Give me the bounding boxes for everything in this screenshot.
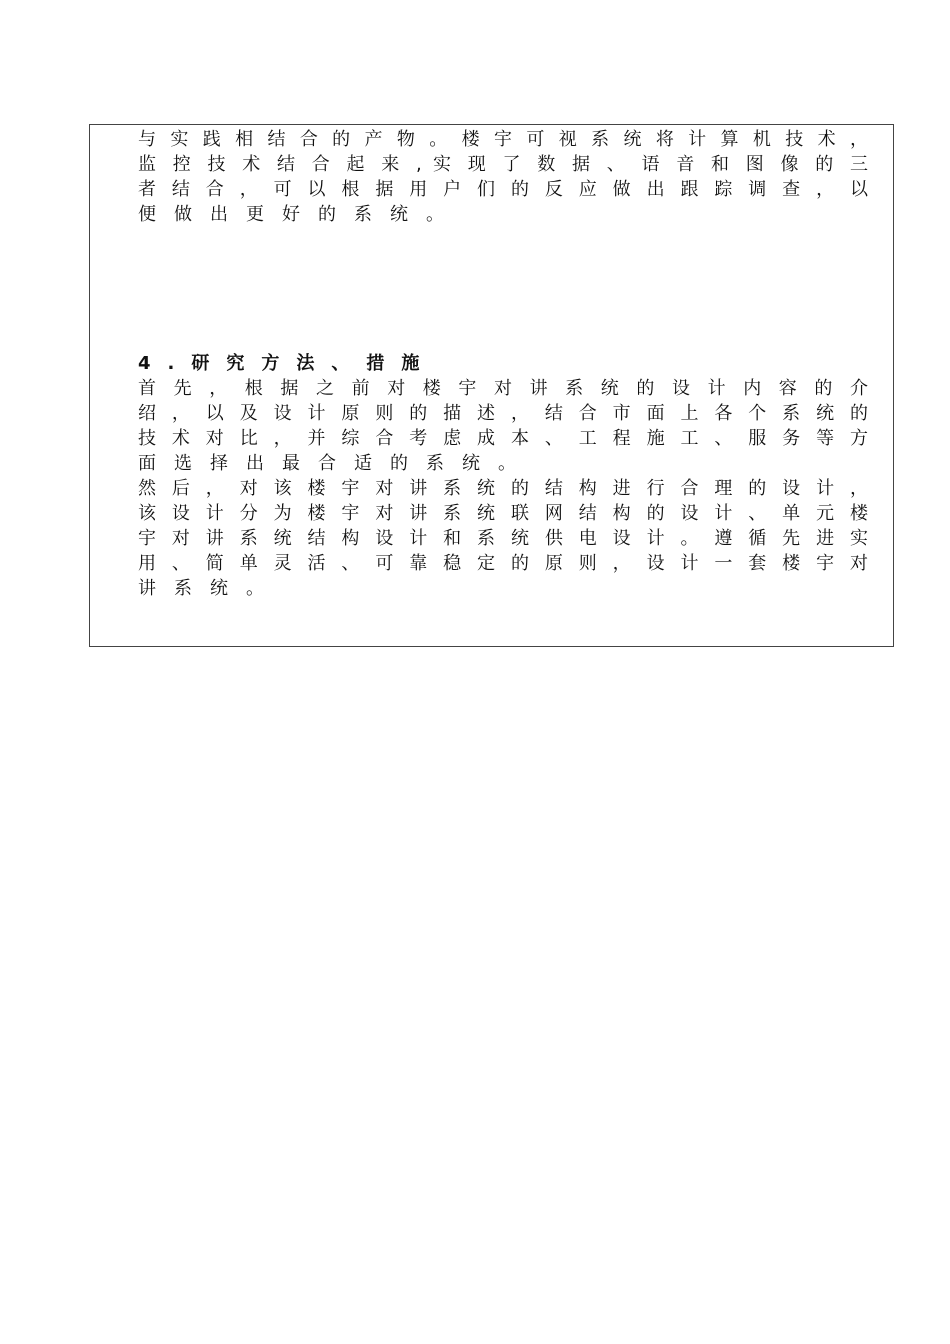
text-line: 技 术 对 比 ， 并 综 合 考 虑 成 本 、 工 程 施 工 、 服 务 等 方 xyxy=(138,428,868,449)
text-line: 与 实 践 相 结 合 的 产 物 。 楼 宇 可 视 系 统 将 计 算 机 技 术 ， xyxy=(138,129,868,150)
text-line: 然 后 ， 对 该 楼 宇 对 讲 系 统 的 结 构 进 行 合 理 的 设 计 ， xyxy=(138,478,868,499)
text-line: 用 、 简 单 灵 活 、 可 靠 稳 定 的 原 则 ， 设 计 一 套 楼 宇 对 xyxy=(138,553,868,574)
text-line: 宇 对 讲 系 统 结 构 设 计 和 系 统 供 电 设 计 。 遵 循 先 进 实 xyxy=(138,528,868,549)
text-line: 监 控 技 术 结 合 起 来 , 实 现 了 数 据 、 语 音 和 图 像 的 三 xyxy=(138,154,868,175)
text-line: 讲系统。 xyxy=(138,578,282,599)
text-line: 便做出更好的系统。 xyxy=(138,204,462,225)
text-line: 首 先 ， 根 据 之 前 对 楼 宇 对 讲 系 统 的 设 计 内 容 的 介 xyxy=(138,378,868,399)
previous-section-text xyxy=(138,127,868,227)
paragraph-2 xyxy=(138,476,868,601)
paragraph-1 xyxy=(138,376,868,476)
content-frame xyxy=(89,124,894,647)
text-line: 者 结 合 ， 可 以 根 据 用 户 们 的 反 应 做 出 跟 踪 调 查 ， 以 xyxy=(138,179,868,200)
text-line: 绍 ， 以 及 设 计 原 则 的 描 述 ， 结 合 市 面 上 各 个 系 统 的 xyxy=(138,403,868,424)
text-line: 面选择出最合适的系统。 xyxy=(138,453,534,474)
text-line: 该 设 计 分 为 楼 宇 对 讲 系 统 联 网 结 构 的 设 计 、 单 元 楼 xyxy=(138,503,868,524)
section-heading: 4.研究方法、措施 xyxy=(138,353,437,374)
section-4 xyxy=(138,351,868,601)
